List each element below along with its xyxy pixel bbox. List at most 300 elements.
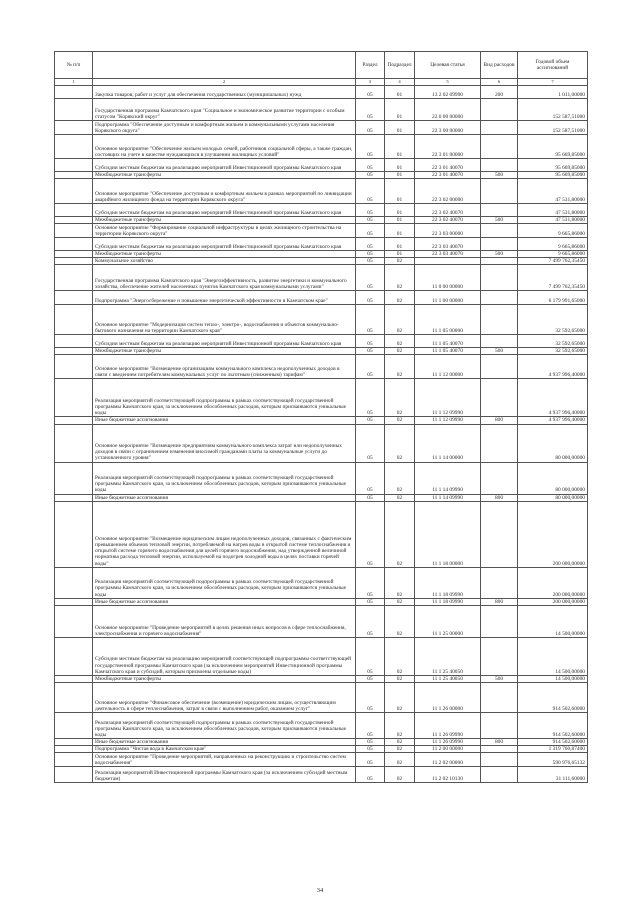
- cell-num: [55, 99, 93, 121]
- column-number: 7: [518, 79, 588, 86]
- cell-vid: [481, 753, 518, 767]
- cell-target: 11 1 05 00000: [415, 305, 481, 335]
- cell-target: 11 1 12 00000: [415, 355, 481, 379]
- cell-razdel: 05: [356, 348, 385, 355]
- cell-vid: 200: [481, 86, 518, 99]
- header-razdel: Раздел: [356, 52, 385, 79]
- table-row: [55, 121, 588, 135]
- cell-sum: 9 665,86000: [518, 251, 588, 258]
- table-row: [55, 712, 588, 738]
- header-sum: Годовой объем ассигнований: [518, 52, 588, 79]
- cell-podrazdel: 02: [385, 424, 415, 462]
- cell-vid: [481, 238, 518, 251]
- cell-num: [55, 217, 93, 224]
- table-row: [55, 567, 588, 598]
- cell-podrazdel: 01: [385, 179, 415, 204]
- table-row: [55, 238, 588, 251]
- cell-razdel: 05: [356, 217, 385, 224]
- cell-sum: 47 531,80000: [518, 204, 588, 217]
- cell-vid: [481, 767, 518, 783]
- cell-sum: 80 000,00000: [518, 424, 588, 462]
- cell-podrazdel: 02: [385, 567, 415, 598]
- cell-num: [55, 567, 93, 598]
- cell-num: [55, 348, 93, 355]
- cell-target: 11 1 25 40050: [415, 675, 481, 682]
- cell-target: 13 2 02 09990: [415, 86, 481, 99]
- cell-podrazdel: 02: [385, 462, 415, 494]
- cell-vid: 800: [481, 598, 518, 605]
- cell-target: 11 1 00 00000: [415, 291, 481, 305]
- cell-name: Основное мероприятие "Проведение мероприятий в целях решения иных вопросов в сфере теплоснабжения, электроснабжения и горячего водоснабжения": [93, 605, 356, 637]
- cell-num: [55, 258, 93, 265]
- cell-name: Межбюджетные трансферты: [93, 217, 356, 224]
- header-num: № п/п: [55, 52, 93, 79]
- cell-sum: 95 669,85000: [518, 172, 588, 179]
- cell-vid: 500: [481, 172, 518, 179]
- cell-name: Межбюджетные трансферты: [93, 251, 356, 258]
- cell-podrazdel: 01: [385, 224, 415, 238]
- cell-num: [55, 159, 93, 172]
- page-number: 34: [316, 887, 324, 894]
- cell-num: [55, 753, 93, 767]
- cell-vid: [481, 305, 518, 335]
- table-row: [55, 501, 588, 567]
- cell-podrazdel: 02: [385, 738, 415, 745]
- column-number: 6: [481, 79, 518, 86]
- cell-vid: [481, 712, 518, 738]
- column-number: 5: [415, 79, 481, 86]
- budget-table: [54, 51, 588, 783]
- cell-num: [55, 224, 93, 238]
- cell-razdel: 05: [356, 86, 385, 99]
- cell-podrazdel: 01: [385, 135, 415, 159]
- cell-vid: 500: [481, 675, 518, 682]
- cell-vid: [481, 637, 518, 675]
- cell-razdel: 05: [356, 494, 385, 501]
- cell-sum: 14 500,00000: [518, 605, 588, 637]
- cell-target: 22 3 01 00000: [415, 135, 481, 159]
- cell-razdel: 05: [356, 682, 385, 712]
- cell-target: 11 1 25 00000: [415, 605, 481, 637]
- cell-num: [55, 767, 93, 783]
- cell-razdel: 05: [356, 335, 385, 348]
- table-row: [55, 675, 588, 682]
- cell-num: [55, 637, 93, 675]
- cell-target: 22 3 03 40070: [415, 238, 481, 251]
- cell-name: Основное мероприятие "Возмещение предприятиям коммунального комплекса затрат или недополученных доходов в связи с ограничением изменения вносимой гражданами платы за коммунальные услуги до установленного уровня": [93, 424, 356, 462]
- cell-num: [55, 121, 93, 135]
- cell-vid: [481, 682, 518, 712]
- cell-name: Иные бюджетные ассигнования: [93, 494, 356, 501]
- cell-sum: 4 937 996,40000: [518, 355, 588, 379]
- cell-name: Основное мероприятие "Финансовое обеспечение (возмещение) юридическим лицам, осуществляющим деятельность в сфере теплоснабжения, затрат в связи с выполнением работ, оказанием услуг": [93, 682, 356, 712]
- table-row: [55, 224, 588, 238]
- cell-sum: 14 500,00000: [518, 637, 588, 675]
- table-row: [55, 417, 588, 424]
- cell-vid: [481, 179, 518, 204]
- table-row: [55, 217, 588, 224]
- cell-num: [55, 745, 93, 752]
- budget-table-sheet: [54, 51, 587, 783]
- cell-vid: [481, 258, 518, 265]
- cell-vid: 800: [481, 738, 518, 745]
- cell-vid: [481, 335, 518, 348]
- cell-target: 22 3 01 40070: [415, 159, 481, 172]
- cell-name: Основное мероприятие "Возмещение организациям коммунального комплекса недополученных доходов в связи с введением потребителям коммунальных услуг по льготным (сниженным) тарифам": [93, 355, 356, 379]
- cell-vid: [481, 159, 518, 172]
- cell-num: [55, 355, 93, 379]
- cell-podrazdel: 02: [385, 712, 415, 738]
- table-row: [55, 172, 588, 179]
- cell-num: [55, 379, 93, 417]
- cell-razdel: 05: [356, 251, 385, 258]
- cell-razdel: 05: [356, 179, 385, 204]
- cell-target: 22 0 00 00000: [415, 99, 481, 121]
- cell-name: Субсидии местным бюджетам на реализацию мероприятий Инвестиционной программы Камчатского края: [93, 335, 356, 348]
- table-row: [55, 258, 588, 265]
- cell-razdel: 05: [356, 305, 385, 335]
- cell-razdel: 05: [356, 355, 385, 379]
- cell-num: [55, 251, 93, 258]
- cell-podrazdel: 02: [385, 753, 415, 767]
- cell-name: Основное мероприятие "Проведение мероприятий, направленных на реконструкцию и строительство систем водоснабжения": [93, 753, 356, 767]
- cell-podrazdel: 01: [385, 217, 415, 224]
- table-row: [55, 767, 588, 783]
- cell-razdel: 05: [356, 738, 385, 745]
- cell-name: Коммунальное хозяйство: [93, 258, 356, 265]
- header-target: Целевая статья: [415, 52, 481, 79]
- cell-razdel: 05: [356, 675, 385, 682]
- cell-sum: 1 319 760,87400: [518, 745, 588, 752]
- cell-podrazdel: 02: [385, 291, 415, 305]
- cell-target: 11 2 02 00000: [415, 753, 481, 767]
- cell-vid: 500: [481, 251, 518, 258]
- cell-target: 11 2 00 00000: [415, 745, 481, 752]
- cell-num: [55, 86, 93, 99]
- cell-name: Иные бюджетные ассигнования: [93, 417, 356, 424]
- cell-name: Подпрограмма "Чистая вода в Камчатском крае": [93, 745, 356, 752]
- cell-target: 11 0 00 00000: [415, 265, 481, 291]
- column-number: 3: [356, 79, 385, 86]
- cell-razdel: 05: [356, 637, 385, 675]
- cell-podrazdel: 02: [385, 355, 415, 379]
- cell-podrazdel: 01: [385, 204, 415, 217]
- cell-name: Иные бюджетные ассигнования: [93, 598, 356, 605]
- cell-sum: 914 502,60000: [518, 738, 588, 745]
- table-row: [55, 159, 588, 172]
- cell-sum: 200 000,00000: [518, 501, 588, 567]
- cell-sum: 95 669,85000: [518, 159, 588, 172]
- cell-podrazdel: 01: [385, 99, 415, 121]
- cell-vid: [481, 135, 518, 159]
- table-row: [55, 682, 588, 712]
- cell-vid: 500: [481, 217, 518, 224]
- cell-name: Субсидии местным бюджетам на реализацию мероприятий Инвестиционной программы Камчатского края: [93, 238, 356, 251]
- cell-razdel: 05: [356, 567, 385, 598]
- cell-razdel: 05: [356, 712, 385, 738]
- cell-razdel: 05: [356, 501, 385, 567]
- cell-sum: 4 937 996,40000: [518, 379, 588, 417]
- table-row: [55, 745, 588, 752]
- table-row: [55, 379, 588, 417]
- cell-razdel: 05: [356, 379, 385, 417]
- cell-num: [55, 305, 93, 335]
- cell-num: [55, 424, 93, 462]
- cell-num: [55, 598, 93, 605]
- cell-name: Межбюджетные трансферты: [93, 172, 356, 179]
- cell-target: 11 1 18 09990: [415, 598, 481, 605]
- cell-name: Реализация мероприятий соответствующей подпрограммы в рамках соответствующей государственной программы Камчатского края, за исключением обособленных расходов, которым присваиваются уникальные коды: [93, 379, 356, 417]
- table-row: [55, 355, 588, 379]
- table-row: [55, 204, 588, 217]
- cell-vid: [481, 121, 518, 135]
- column-number: 2: [93, 79, 356, 86]
- cell-vid: [481, 462, 518, 494]
- cell-sum: 9 665,86000: [518, 238, 588, 251]
- cell-podrazdel: 02: [385, 745, 415, 752]
- cell-target: 11 1 26 09990: [415, 738, 481, 745]
- cell-vid: [481, 99, 518, 121]
- cell-num: [55, 135, 93, 159]
- cell-name: Основное мероприятие "Обеспечение доступным и комфортным жильем в рамках мероприятий по ликвидации аварийного жилищного фонда на территории Корякского округа": [93, 179, 356, 204]
- cell-name: Основное мероприятие "Возмещение юридическим лицам недополученных доходов, связанных с фактическим превышением объемов тепловой энергии, потребляемой на нагрев воды в открытой системе теплоснабжения и открытой системе горячего водоснабжения для целей горячего водоснабжения, над утвержденной величиной норматива расхода тепловой энергии, используемой на подогрев холодной воды в целях поставки горячей воды": [93, 501, 356, 567]
- column-number-row: [55, 79, 588, 86]
- cell-target: [415, 258, 481, 265]
- cell-podrazdel: 02: [385, 265, 415, 291]
- cell-razdel: 05: [356, 99, 385, 121]
- cell-razdel: 05: [356, 417, 385, 424]
- cell-podrazdel: 01: [385, 238, 415, 251]
- cell-vid: [481, 605, 518, 637]
- cell-num: [55, 494, 93, 501]
- cell-sum: 6 179 991,65000: [518, 291, 588, 305]
- cell-name: Закупка товаров, работ и услуг для обеспечения государственных (муниципальных) нужд: [93, 86, 356, 99]
- cell-podrazdel: 02: [385, 417, 415, 424]
- table-body: [55, 86, 588, 783]
- cell-num: [55, 738, 93, 745]
- cell-vid: [481, 355, 518, 379]
- cell-razdel: 05: [356, 745, 385, 752]
- cell-name: Подпрограмма "Обеспечение доступным и комфортным жильем и коммунальными услугами населения Корякского округа": [93, 121, 356, 135]
- cell-sum: 9 665,86000: [518, 224, 588, 238]
- cell-razdel: 05: [356, 424, 385, 462]
- cell-razdel: 05: [356, 265, 385, 291]
- cell-target: 11 1 05 40070: [415, 348, 481, 355]
- table-row: [55, 753, 588, 767]
- cell-razdel: 05: [356, 224, 385, 238]
- cell-podrazdel: 01: [385, 159, 415, 172]
- cell-vid: [481, 745, 518, 752]
- cell-sum: 32 592,65000: [518, 305, 588, 335]
- table-row: [55, 598, 588, 605]
- table-row: [55, 462, 588, 494]
- cell-num: [55, 462, 93, 494]
- cell-razdel: 05: [356, 258, 385, 265]
- cell-sum: 1 011,00000: [518, 86, 588, 99]
- cell-target: 11 1 14 09990: [415, 494, 481, 501]
- cell-target: 22 3 01 40070: [415, 172, 481, 179]
- cell-num: [55, 179, 93, 204]
- header-podrazdel: Подраздел: [385, 52, 415, 79]
- cell-num: [55, 204, 93, 217]
- table-row: [55, 135, 588, 159]
- cell-num: [55, 417, 93, 424]
- cell-razdel: 05: [356, 238, 385, 251]
- cell-vid: [481, 567, 518, 598]
- cell-razdel: 05: [356, 204, 385, 217]
- cell-name: Иные бюджетные ассигнования: [93, 738, 356, 745]
- column-number: 4: [385, 79, 415, 86]
- cell-razdel: 05: [356, 159, 385, 172]
- cell-sum: 200 000,00000: [518, 598, 588, 605]
- table-row: [55, 424, 588, 462]
- cell-podrazdel: 01: [385, 172, 415, 179]
- cell-name: Государственная программа Камчатского края "Энергоэффективность, развитие энергетики и коммунального хозяйства, обеспечение жителей населенных пунктов Камчатского края коммунальными услугами": [93, 265, 356, 291]
- cell-vid: 800: [481, 417, 518, 424]
- cell-target: 11 1 14 00000: [415, 424, 481, 462]
- cell-name: Субсидии местным бюджетам на реализацию мероприятий Инвестиционной программы Камчатского края: [93, 204, 356, 217]
- cell-sum: 47 531,80000: [518, 179, 588, 204]
- cell-razdel: 05: [356, 753, 385, 767]
- cell-razdel: 05: [356, 767, 385, 783]
- cell-vid: 800: [481, 494, 518, 501]
- cell-sum: 152 587,51000: [518, 121, 588, 135]
- cell-sum: 14 500,00000: [518, 675, 588, 682]
- table-header-row: [55, 52, 588, 79]
- cell-razdel: 05: [356, 605, 385, 637]
- header-name: [93, 52, 356, 79]
- cell-target: 11 1 12 09990: [415, 417, 481, 424]
- table-row: [55, 348, 588, 355]
- table-row: [55, 179, 588, 204]
- cell-num: [55, 682, 93, 712]
- cell-target: 11 1 18 09990: [415, 567, 481, 598]
- cell-sum: 47 531,80000: [518, 217, 588, 224]
- cell-name: Основное мероприятие "Обеспечение жильем молодых семей, работников социальной сферы, а также граждан, состоящих на учете в качестве нуждающихся в улучшении жилищных условий": [93, 135, 356, 159]
- cell-vid: [481, 424, 518, 462]
- cell-name: Межбюджетные трансферты: [93, 675, 356, 682]
- cell-podrazdel: 01: [385, 121, 415, 135]
- cell-podrazdel: 02: [385, 682, 415, 712]
- table-row: [55, 251, 588, 258]
- table-row: [55, 305, 588, 335]
- cell-sum: 152 587,51000: [518, 99, 588, 121]
- cell-num: [55, 605, 93, 637]
- cell-podrazdel: 02: [385, 637, 415, 675]
- cell-name: Реализация мероприятий соответствующей подпрограммы в рамках соответствующей государственной программы Камчатского края, за исключением обособленных расходов, которым присваиваются уникальные коды: [93, 712, 356, 738]
- cell-name: Государственная программа Камчатского края "Социальное и экономическое развитие территории с особым статусом "Корякский округ": [93, 99, 356, 121]
- cell-podrazdel: 02: [385, 305, 415, 335]
- cell-target: 22 3 02 40070: [415, 217, 481, 224]
- cell-sum: 914 502,60000: [518, 712, 588, 738]
- cell-name: Подпрограмма "Энергосбережение и повышение энергетической эффективности в Камчатском крае": [93, 291, 356, 305]
- cell-target: 11 1 26 00000: [415, 682, 481, 712]
- cell-sum: 590 976,65132: [518, 753, 588, 767]
- cell-name: Реализация мероприятий соответствующей подпрограммы в рамках соответствующей государственной программы Камчатского края, за исключением обособленных расходов, которым присваиваются уникальные коды: [93, 567, 356, 598]
- cell-name: Реализация мероприятий Инвестиционной программы Камчатского края (за исключением субсидий местным бюджетам): [93, 767, 356, 783]
- cell-vid: 500: [481, 348, 518, 355]
- cell-podrazdel: 01: [385, 86, 415, 99]
- cell-sum: 32 592,65000: [518, 348, 588, 355]
- table-row: [55, 494, 588, 501]
- cell-target: 22 3 00 00000: [415, 121, 481, 135]
- cell-vid: [481, 291, 518, 305]
- cell-target: 11 1 05 40070: [415, 335, 481, 348]
- cell-sum: 7 499 762,35450: [518, 258, 588, 265]
- cell-name: Субсидии местным бюджетам на реализацию мероприятий соответствующей подпрограммы соответствующей государственной программы Камчатского края (за исключением мероприятий Инвестиционной программы Камчатского края и субсидий, которым присвоены отдельные коды): [93, 637, 356, 675]
- cell-podrazdel: 02: [385, 501, 415, 567]
- cell-name: Основное мероприятие "Формирование социальной инфраструктуры в целях жилищного строительства на территории Корякского округа": [93, 224, 356, 238]
- cell-name: Основное мероприятие "Модернизация систем тепло-, электро-, водоснабжения и объектов коммунально-бытового назначения на территории Камчатского края": [93, 305, 356, 335]
- cell-podrazdel: 02: [385, 494, 415, 501]
- cell-name: Межбюджетные трансферты: [93, 348, 356, 355]
- cell-name: Субсидии местным бюджетам на реализацию мероприятий Инвестиционной программы Камчатского края: [93, 159, 356, 172]
- cell-razdel: 05: [356, 598, 385, 605]
- cell-vid: [481, 265, 518, 291]
- table-row: [55, 265, 588, 291]
- cell-num: [55, 238, 93, 251]
- cell-sum: 80 000,00000: [518, 494, 588, 501]
- cell-razdel: 05: [356, 135, 385, 159]
- cell-num: [55, 675, 93, 682]
- cell-razdel: 05: [356, 291, 385, 305]
- cell-target: 11 2 02 10130: [415, 767, 481, 783]
- cell-name: Реализация мероприятий соответствующей подпрограммы в рамках соответствующей государственной программы Камчатского края, за исключением обособленных расходов, которым присваиваются уникальные коды: [93, 462, 356, 494]
- cell-podrazdel: 02: [385, 348, 415, 355]
- cell-target: 22 3 02 40070: [415, 204, 481, 217]
- table-row: [55, 291, 588, 305]
- table-row: [55, 335, 588, 348]
- cell-target: 11 1 18 00000: [415, 501, 481, 567]
- cell-sum: 4 937 996,40000: [518, 417, 588, 424]
- cell-podrazdel: 02: [385, 258, 415, 265]
- cell-num: [55, 291, 93, 305]
- cell-razdel: 05: [356, 172, 385, 179]
- cell-sum: 80 000,00000: [518, 462, 588, 494]
- cell-podrazdel: 02: [385, 675, 415, 682]
- cell-vid: [481, 379, 518, 417]
- table-row: [55, 605, 588, 637]
- cell-target: 11 1 12 09990: [415, 379, 481, 417]
- cell-razdel: 05: [356, 462, 385, 494]
- cell-sum: 200 000,00000: [518, 567, 588, 598]
- cell-target: 22 3 03 00000: [415, 224, 481, 238]
- cell-podrazdel: 02: [385, 598, 415, 605]
- cell-num: [55, 265, 93, 291]
- cell-vid: [481, 204, 518, 217]
- table-row: [55, 99, 588, 121]
- cell-target: 11 1 14 09990: [415, 462, 481, 494]
- table-row: [55, 738, 588, 745]
- cell-vid: [481, 224, 518, 238]
- cell-razdel: 05: [356, 121, 385, 135]
- cell-sum: 7 499 762,35450: [518, 265, 588, 291]
- cell-sum: 32 592,65000: [518, 335, 588, 348]
- column-number: 1: [55, 79, 93, 86]
- cell-num: [55, 172, 93, 179]
- cell-podrazdel: 02: [385, 379, 415, 417]
- cell-sum: 31 111,60000: [518, 767, 588, 783]
- cell-num: [55, 712, 93, 738]
- cell-target: 22 3 02 00000: [415, 179, 481, 204]
- cell-target: 11 1 25 40050: [415, 637, 481, 675]
- cell-podrazdel: 02: [385, 605, 415, 637]
- table-row: [55, 637, 588, 675]
- table-row: [55, 86, 588, 99]
- cell-target: 22 3 03 40070: [415, 251, 481, 258]
- cell-target: 11 1 26 09990: [415, 712, 481, 738]
- cell-num: [55, 501, 93, 567]
